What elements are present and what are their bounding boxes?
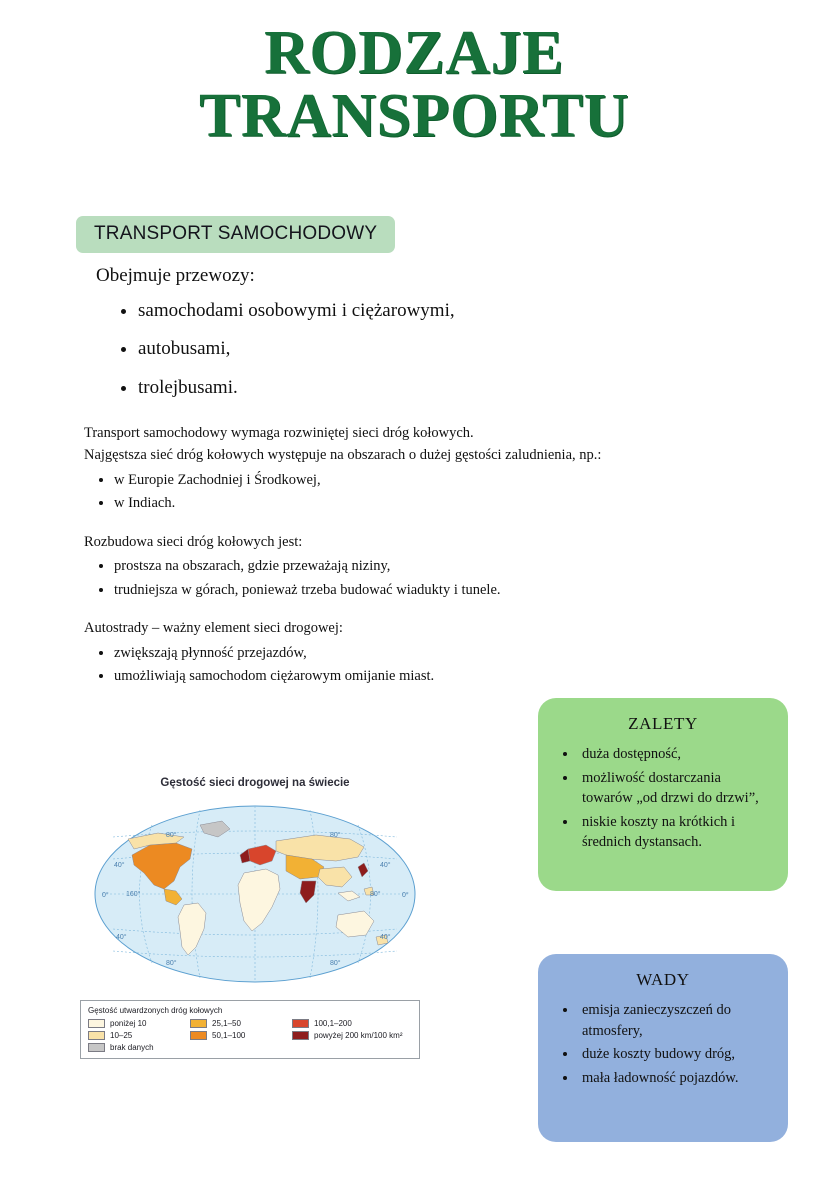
card-advantages-list <box>556 744 770 853</box>
legend-label: poniżej 10 <box>110 1019 147 1028</box>
list-item: • możliwość dostarczania towarów „od drzwi do drzwi”, <box>578 768 770 809</box>
svg-text:80°: 80° <box>330 960 341 967</box>
legend-label: powyżej 200 km/100 km² <box>314 1031 403 1040</box>
section-heading-transport-samochodowy: TRANSPORT SAMOCHODOWY <box>76 216 395 253</box>
svg-text:40°: 40° <box>116 934 127 941</box>
legend-item <box>190 1031 286 1040</box>
legend-item <box>292 1019 412 1028</box>
legend-swatch <box>190 1031 207 1040</box>
svg-text:40°: 40° <box>380 934 391 941</box>
list-item: • samochodami osobowymi i ciężarowymi, <box>138 297 716 326</box>
legend-swatch <box>88 1019 105 1028</box>
page-title-line-2: TRANSPORTU <box>199 82 629 151</box>
svg-text:0°: 0° <box>102 892 109 899</box>
paragraph-motorways: Autostrady – ważny element sieci drogowej: <box>84 620 343 637</box>
legend-label: 25,1–50 <box>212 1019 241 1028</box>
legend-swatch <box>88 1031 105 1040</box>
map-legend-title: Gęstość utwardzonych dróg kołowych <box>88 1006 223 1015</box>
list-item: • emisja zanieczyszczeń do atmosfery, <box>578 1000 770 1041</box>
svg-text:80°: 80° <box>370 891 381 898</box>
list-item: • trudniejsza w górach, ponieważ trzeba budować wiadukty i tunele. <box>114 579 724 601</box>
paragraph-densest-network: Najgęstsza sieć dróg kołowych występuje na obszarach o dużej gęstości zaludnienia, np.: <box>84 447 602 464</box>
legend-label: brak danych <box>110 1043 154 1052</box>
card-disadvantages-list <box>556 1000 770 1088</box>
list-densest-regions <box>84 469 724 515</box>
svg-text:160°: 160° <box>126 891 141 898</box>
svg-text:80°: 80° <box>166 960 177 967</box>
legend-item <box>292 1031 412 1040</box>
legend-swatch <box>190 1019 207 1028</box>
card-disadvantages <box>538 954 788 1142</box>
paragraph-road-network: Transport samochodowy wymaga rozwiniętej sieci dróg kołowych. <box>84 425 474 441</box>
list-item: • duże koszty budowy dróg, <box>578 1044 770 1065</box>
list-item: • w Europie Zachodniej i Środkowej, <box>114 469 724 491</box>
intro-lead: Obejmuje przewozy: <box>96 265 255 286</box>
list-item: • prostsza na obszarach, gdzie przeważają niziny, <box>114 555 724 577</box>
svg-text:80°: 80° <box>330 832 341 839</box>
list-item: • autobusami, <box>138 335 716 364</box>
intro-block <box>96 262 716 412</box>
map-legend <box>80 1000 420 1059</box>
list-item: • zwiększają płynność przejazdów, <box>114 642 724 664</box>
list-motorways <box>84 642 724 688</box>
paragraph-expansion: Rozbudowa sieci dróg kołowych jest: <box>84 533 303 550</box>
list-item: • duża dostępność, <box>578 744 770 765</box>
list-expansion <box>84 555 724 601</box>
card-advantages <box>538 698 788 891</box>
page-title-line-1: RODZAJE <box>264 19 564 87</box>
legend-label: 10–25 <box>110 1031 133 1040</box>
legend-item <box>88 1043 184 1052</box>
legend-swatch <box>292 1031 309 1040</box>
list-item: • niskie koszty na krótkich i średnich dystansach. <box>578 812 770 853</box>
legend-item <box>190 1019 286 1028</box>
card-disadvantages-title: WADY <box>636 970 690 989</box>
body-text-block <box>84 422 724 689</box>
svg-text:80°: 80° <box>166 832 177 839</box>
list-item: • umożliwiają samochodom ciężarowym omijanie miast. <box>114 665 724 687</box>
svg-text:0°: 0° <box>402 892 409 899</box>
legend-label: 50,1–100 <box>212 1031 246 1040</box>
legend-swatch <box>88 1043 105 1052</box>
page-title <box>0 19 828 151</box>
map-caption: Gęstość sieci drogowej na świecie <box>160 777 350 789</box>
legend-label: 100,1–200 <box>314 1019 352 1028</box>
list-item: • mała ładowność pojazdów. <box>578 1068 770 1089</box>
map-canvas <box>80 797 430 992</box>
intro-list <box>96 297 716 403</box>
legend-item <box>88 1031 184 1040</box>
svg-text:40°: 40° <box>380 862 391 869</box>
legend-swatch <box>292 1019 309 1028</box>
svg-text:40°: 40° <box>114 862 125 869</box>
list-item: • trolejbusami. <box>138 374 716 403</box>
list-item: • w Indiach. <box>114 492 724 514</box>
card-advantages-title: ZALETY <box>628 714 698 733</box>
legend-item <box>88 1019 184 1028</box>
world-road-density-map <box>80 777 430 1059</box>
